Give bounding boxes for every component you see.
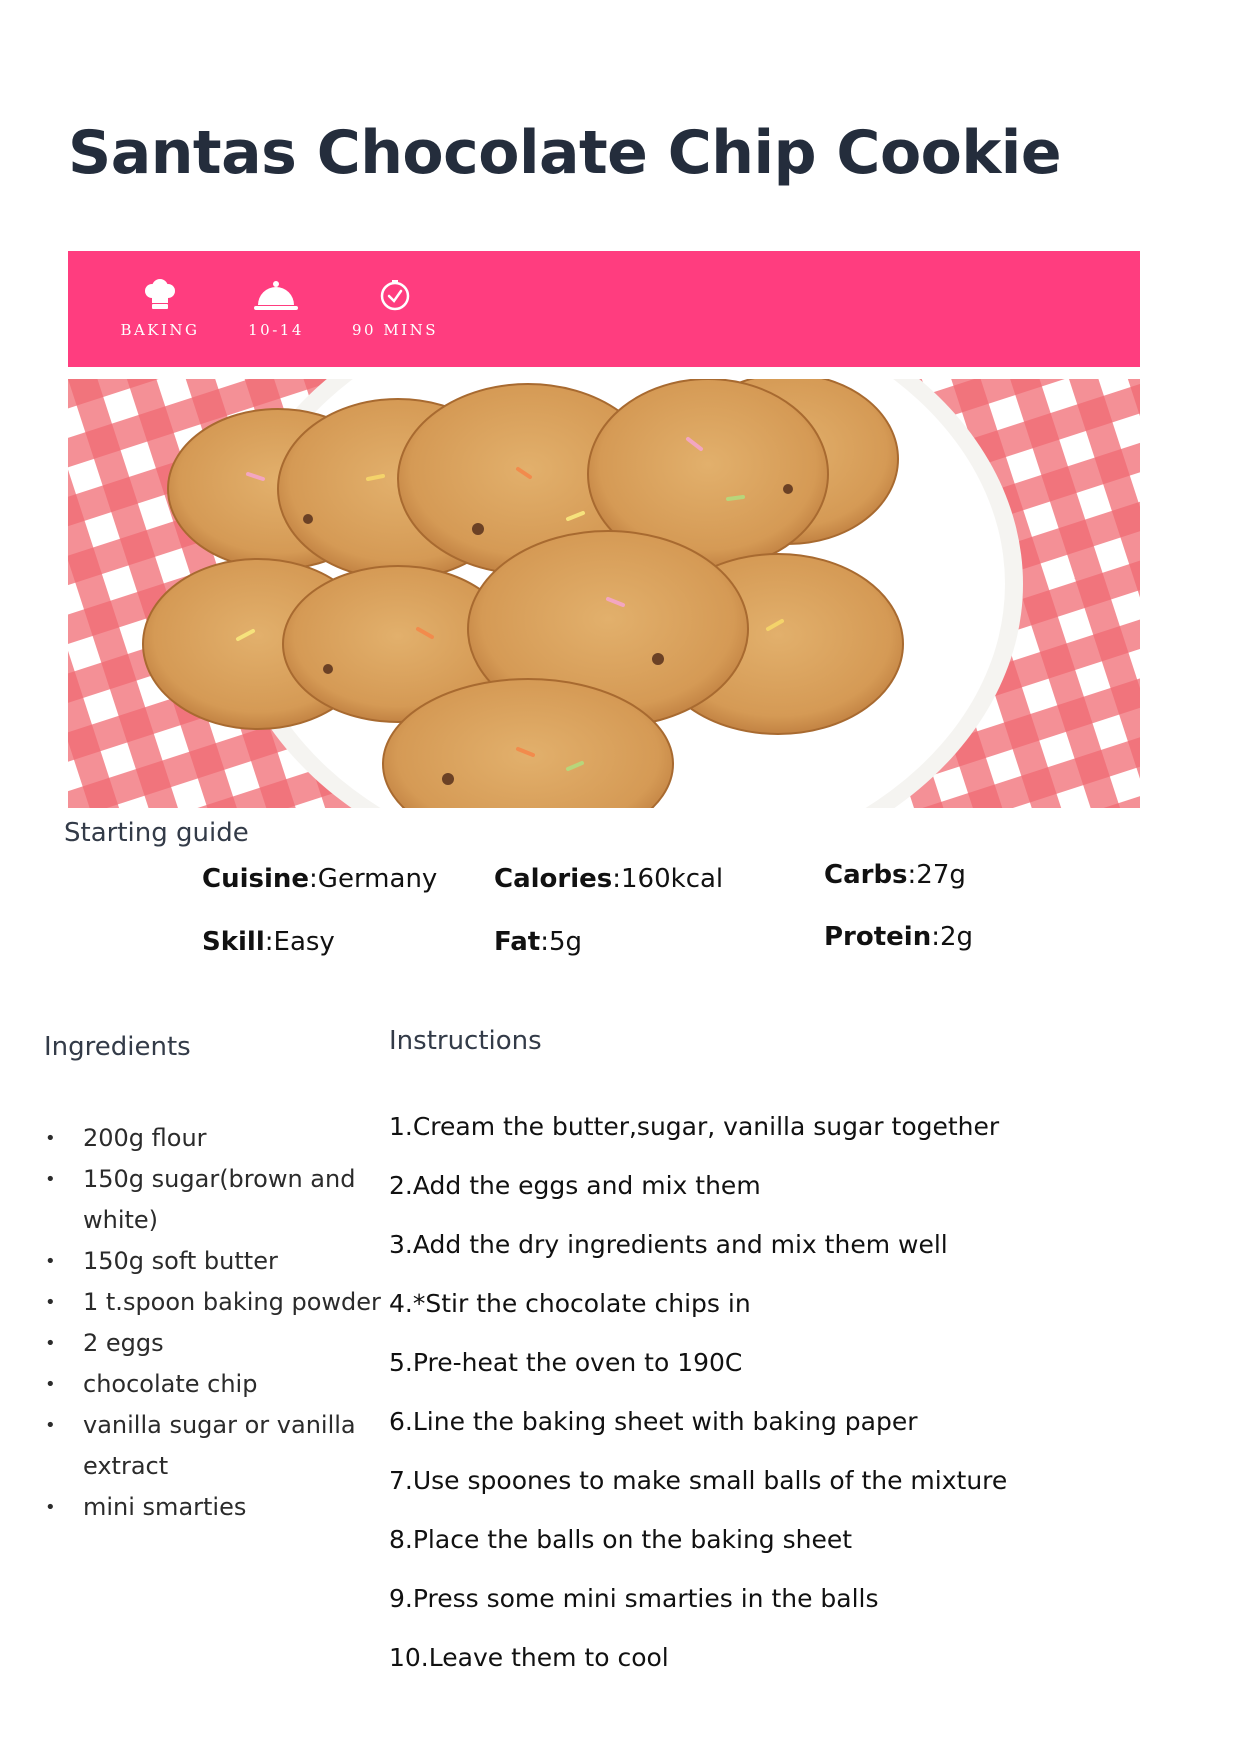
recipe-meta-banner (68, 251, 1140, 367)
starting-guide-heading: Starting guide (64, 818, 249, 848)
ingredient-text: 150g soft butter (83, 1247, 278, 1275)
stat-cuisine-value: :Germany (309, 864, 438, 894)
plate-of-cookies-image (68, 379, 1140, 808)
meta-servings-label: 10-14 (248, 321, 304, 339)
ingredient-text: chocolate chip (83, 1370, 258, 1398)
stat-skill (202, 927, 335, 957)
stat-protein-value: :2g (931, 922, 974, 952)
meta-time-label: 90 MINS (351, 321, 439, 339)
clock-icon (379, 279, 411, 311)
stat-calories (494, 864, 723, 894)
ingredient-text: mini smarties (83, 1493, 247, 1521)
recipe-title: Santas Chocolate Chip Cookie (68, 118, 1062, 188)
list-item (45, 1487, 385, 1528)
instruction-step: 1.Cream the butter,sugar, vanilla sugar together (389, 1112, 1000, 1141)
meta-servings (226, 279, 326, 339)
bullet: • (45, 1169, 56, 1190)
list-item (45, 1241, 385, 1282)
list-item (45, 1323, 385, 1364)
instruction-step: 8.Place the balls on the baking sheet (389, 1525, 853, 1554)
stat-skill-key: Skill (202, 927, 265, 957)
instructions-heading: Instructions (389, 1026, 542, 1056)
ingredient-text: 150g sugar(brown and white) (83, 1165, 356, 1234)
list-item (45, 1118, 385, 1159)
instruction-step: 4.*Stir the chocolate chips in (389, 1289, 751, 1318)
instruction-step: 5.Pre-heat the oven to 190C (389, 1348, 743, 1377)
ingredient-text: 2 eggs (83, 1329, 164, 1357)
ingredients-heading: Ingredients (44, 1032, 191, 1062)
stat-carbs-key: Carbs (824, 860, 908, 890)
bullet: • (45, 1333, 56, 1354)
ingredient-text: 200g flour (83, 1124, 207, 1152)
stat-fat-key: Fat (494, 927, 541, 957)
serving-dish-icon (253, 279, 299, 311)
list-item (45, 1364, 385, 1405)
list-item (45, 1159, 385, 1241)
stat-fat (494, 927, 582, 957)
stat-cuisine-key: Cuisine (202, 864, 310, 894)
ingredient-text: 1 t.spoon baking powder (83, 1288, 381, 1316)
instruction-step: 2.Add the eggs and mix them (389, 1171, 761, 1200)
instructions-list (389, 1112, 1189, 1702)
meta-category (108, 279, 212, 339)
instruction-step: 9.Press some mini smarties in the balls (389, 1584, 879, 1613)
instruction-step: 3.Add the dry ingredients and mix them well (389, 1230, 948, 1259)
stat-protein (824, 922, 973, 952)
stat-cuisine (202, 864, 437, 894)
meta-time (340, 279, 450, 339)
bullet: • (45, 1497, 56, 1518)
bullet: • (45, 1415, 56, 1436)
bullet: • (45, 1374, 56, 1395)
instruction-step: 10.Leave them to cool (389, 1643, 669, 1672)
stat-carbs-value: :27g (907, 860, 966, 890)
list-item (45, 1282, 385, 1323)
stat-carbs (824, 860, 966, 890)
stat-fat-value: :5g (540, 927, 583, 957)
stat-calories-key: Calories (494, 864, 613, 894)
bullet: • (45, 1292, 56, 1313)
bullet: • (45, 1128, 56, 1149)
instruction-step: 7.Use spoones to make small balls of the mixture (389, 1466, 1008, 1495)
list-item (45, 1405, 385, 1487)
stat-skill-value: :Easy (264, 927, 335, 957)
ingredient-text: vanilla sugar or vanilla extract (83, 1411, 356, 1480)
meta-category-label: BAKING (120, 321, 200, 339)
chef-hat-icon (142, 279, 178, 311)
stat-calories-value: :160kcal (612, 864, 724, 894)
instruction-step: 6.Line the baking sheet with baking paper (389, 1407, 918, 1436)
stat-protein-key: Protein (824, 922, 932, 952)
ingredients-list (45, 1118, 385, 1528)
bullet: • (45, 1251, 56, 1272)
